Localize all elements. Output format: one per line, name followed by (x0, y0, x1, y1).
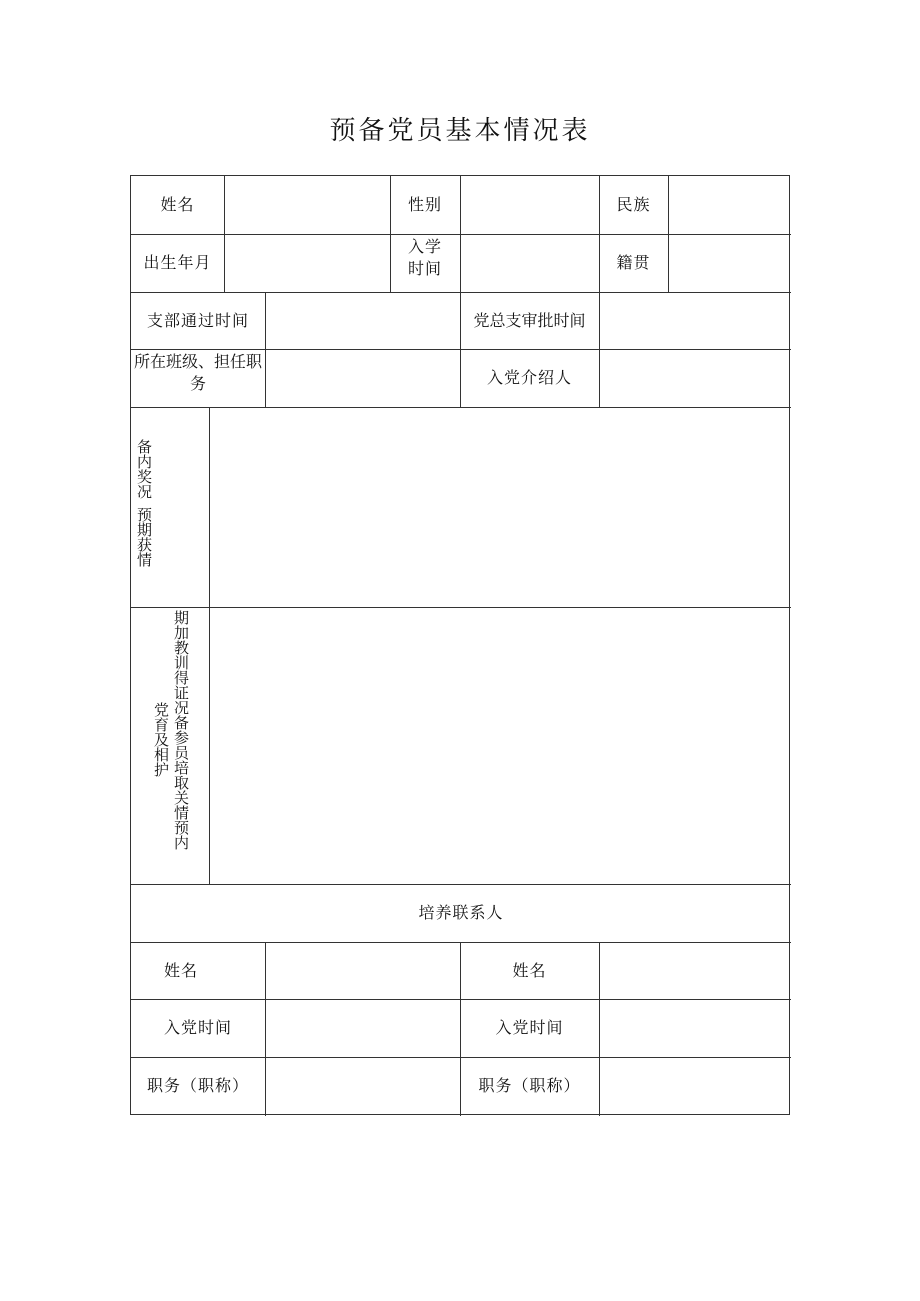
contact-left-name-field[interactable] (265, 942, 460, 999)
ethnicity-field[interactable] (668, 176, 791, 234)
class-position-field[interactable] (265, 349, 460, 407)
education-field[interactable] (209, 607, 791, 884)
education-label-col1: 期加教训得证况备参员培取关情预内 (172, 610, 190, 850)
awards-label-col2: 预期获情 (135, 507, 153, 567)
name-label: 姓名 (160, 195, 195, 214)
birth-label: 出生年月 (143, 253, 212, 272)
contact-left-title-field[interactable] (265, 1057, 460, 1115)
contact-left-join-field[interactable] (265, 999, 460, 1057)
awards-label-col1: 备内奖况 (135, 439, 153, 499)
introducer-label: 入党介绍人 (486, 368, 572, 387)
contact-right-name-label: 姓名 (512, 960, 547, 980)
branch-approval-field[interactable] (265, 292, 460, 349)
introducer-field[interactable] (599, 349, 791, 407)
branch-approval-label: 支部通过时间 (146, 310, 249, 330)
enroll-label: 入学时间 (407, 237, 442, 278)
gender-label: 性别 (407, 195, 442, 214)
page-title: 预备党员基本情况表 (329, 116, 591, 146)
awards-field[interactable] (209, 407, 791, 607)
contact-right-title-label: 职务（职称） (478, 1076, 581, 1095)
general-branch-approval-field[interactable] (599, 292, 791, 349)
name-field[interactable] (224, 176, 390, 234)
ethnicity-label: 民族 (616, 195, 651, 214)
general-branch-approval-label: 党总支审批时间 (473, 310, 586, 330)
contact-right-title-field[interactable] (599, 1057, 791, 1115)
info-table (130, 175, 790, 1115)
education-label-col2: 党育及相护 (152, 702, 170, 777)
contacts-header: 培养联系人 (418, 903, 504, 922)
native-place-field[interactable] (668, 234, 791, 292)
gender-field[interactable] (460, 176, 599, 234)
class-position-label: 所在班级、担任职务 (133, 352, 262, 393)
contact-left-title-label: 职务（职称） (146, 1076, 249, 1095)
enroll-field[interactable] (460, 234, 599, 292)
contact-left-name-label: 姓名 (163, 960, 198, 980)
contact-right-join-field[interactable] (599, 999, 791, 1057)
native-place-label: 籍贯 (616, 253, 651, 272)
contact-left-join-label: 入党时间 (163, 1018, 232, 1037)
birth-field[interactable] (224, 234, 390, 292)
contact-right-join-label: 入党时间 (495, 1018, 564, 1037)
contact-right-name-field[interactable] (599, 942, 791, 999)
